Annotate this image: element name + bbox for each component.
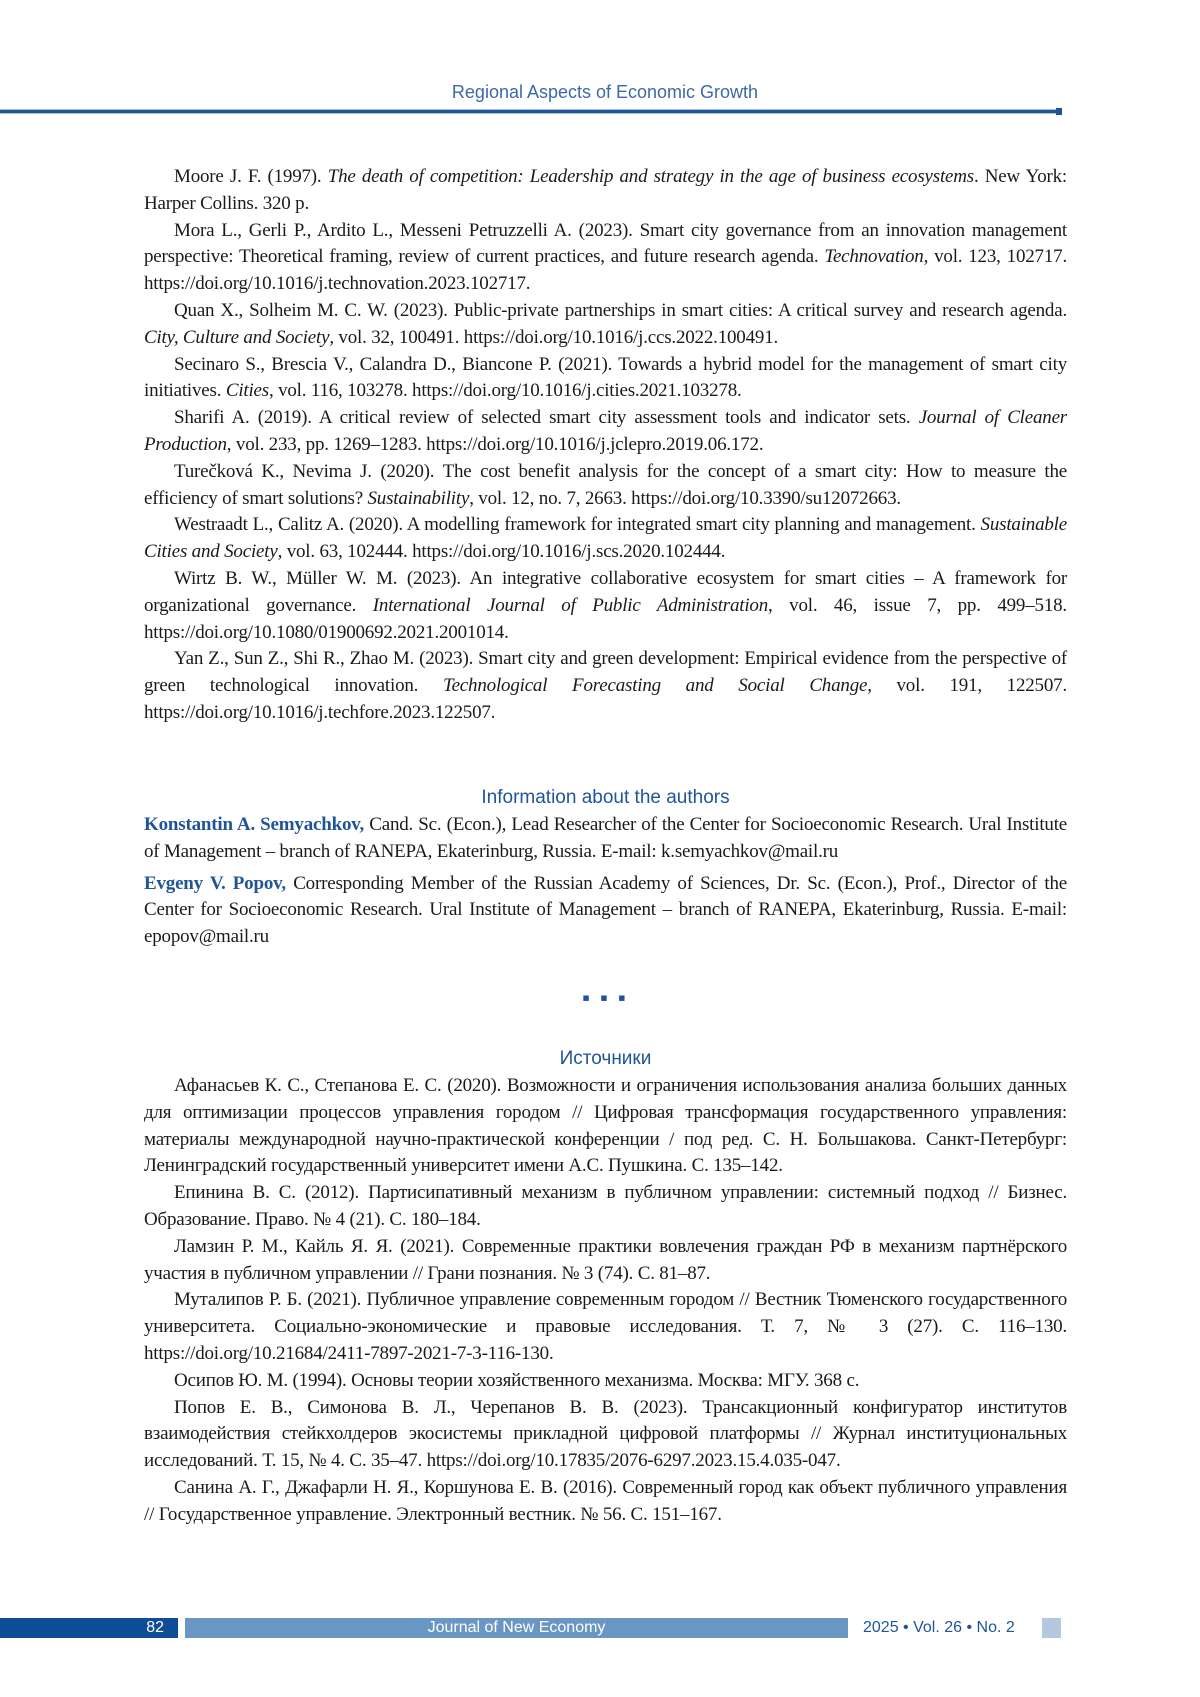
reference-entry	[144, 352, 1067, 406]
reference-text: Westraadt L., Calitz A. (2020). A modelling framework for integrated smart city planning and management.	[174, 514, 981, 535]
reference-text: , vol. 12, no. 7, 2663. https://doi.org/10.3390/su12072663.	[469, 488, 901, 509]
reference-entry	[144, 646, 1067, 726]
reference-entry	[144, 512, 1067, 566]
reference-entry	[144, 1234, 1067, 1288]
reference-source-title: Technovation	[824, 246, 923, 267]
footer-page-number: 82	[0, 1618, 178, 1638]
reference-text: Попов Е. В., Симонова В. Л., Черепанов В. В. (2023). Трансакционный конфигуратор институтов взаимодействия стейкхолдеров экосистемы прикладной цифровой платформы // Журнал институциональных исследований. Т. 15, № 4. С. 35–47. https://doi.org/10.17835/2076-6297.2023.15.4.035-047.	[144, 1397, 1067, 1472]
reference-entry	[144, 566, 1067, 646]
reference-entry	[144, 459, 1067, 513]
reference-entry	[144, 1368, 1067, 1395]
reference-entry	[144, 298, 1067, 352]
reference-entry	[144, 164, 1067, 218]
reference-text: Ламзин Р. М., Кайль Я. Я. (2021). Современные практики вовлечения граждан РФ в механизм партнёрского участия в публичном управлении // Грани познания. № 3 (74). С. 81–87.	[144, 1236, 1067, 1284]
reference-text: , vol. 191, 122507. https://doi.org/10.1016/j.techfore.2023.122507.	[144, 675, 1067, 723]
reference-text: Санина А. Г., Джафарли Н. Я., Коршунова Е. В. (2016). Современный город как объект публичного управления // Государственное управление. Электронный вестник. № 56. С. 151–167.	[144, 1477, 1067, 1525]
author-bio: Corresponding Member of the Russian Academy of Sciences, Dr. Sc. (Econ.), Prof., Director of the Center for Socioeconomic Research. Ural Institute of Management – branch of RANEPA, Ekaterinburg, Russia. E-mail: epopov@mail.ru	[144, 873, 1067, 948]
reference-text: Mora L., Gerli P., Ardito L., Messeni Petruzzelli A. (2023). Smart city governance from an innovation management perspective: Theoretical framing, review of current practices, and future research agenda.	[144, 220, 1067, 268]
header-rule	[0, 110, 1058, 113]
reference-text: Афанасьев К. С., Степанова Е. С. (2020). Возможности и ограничения использования анализа больших данных для оптимизации процессов управления городом // Цифровая трансформация государственного управления: материалы международной научно-практической конференции / под ред. С. Н. Большакова. Санкт-Петербург: Ленинградский государственный университет имени А.С. Пушкина. С. 135–142.	[144, 1075, 1067, 1176]
author-entry	[144, 812, 1067, 866]
sources-heading: Источники	[144, 1048, 1067, 1070]
authors-list	[144, 812, 1067, 956]
reference-text: Муталипов Р. Б. (2021). Публичное управление современным городом // Вестник Тюменского государственного университета. Социально-экономические и правовые исследования. Т. 7, № 3 (27). С. 116–130. https://doi.org/10.21684/2411-7897-2021-7-3-116-130.	[144, 1289, 1067, 1364]
footer-square	[1042, 1618, 1061, 1638]
author-name: Konstantin A. Semyachkov,	[144, 814, 364, 835]
reference-entry	[144, 1287, 1067, 1367]
reference-source-title: International Journal of Public Administration	[373, 595, 768, 616]
reference-text: Wirtz B. W., Müller W. M. (2023). An integrative collaborative ecosystem for smart cities – A framework for organizational governance.	[144, 568, 1067, 616]
reference-text: . New York: Harper Collins. 320 p.	[144, 166, 1067, 214]
references-ru	[144, 1073, 1067, 1529]
reference-text: Moore J. F. (1997).	[174, 166, 328, 187]
reference-text: Quan X., Solheim M. C. W. (2023). Public-private partnerships in smart cities: A critical survey and research agenda.	[174, 300, 1067, 321]
header-rule-cap	[1056, 108, 1062, 115]
reference-source-title: Sustainable Cities and Society	[144, 514, 1067, 562]
reference-text: , vol. 32, 100491. https://doi.org/10.1016/j.ccs.2022.100491.	[329, 327, 778, 348]
reference-text: Sharifi A. (2019). A critical review of selected smart city assessment tools and indicator sets.	[174, 407, 919, 428]
reference-source-title: Sustainability	[368, 488, 470, 509]
reference-entry	[144, 1073, 1067, 1180]
reference-text: , vol. 46, issue 7, pp. 499–518. https://doi.org/10.1080/01900692.2021.2001014.	[144, 595, 1067, 643]
reference-entry	[144, 1395, 1067, 1475]
author-name: Evgeny V. Popov,	[144, 873, 286, 894]
authors-heading: Information about the authors	[144, 787, 1067, 809]
running-header-title: Regional Aspects of Economic Growth	[0, 82, 1200, 103]
reference-text: , vol. 116, 103278. https://doi.org/10.1016/j.cities.2021.103278.	[269, 380, 742, 401]
reference-source-title: The death of competition: Leadership and strategy in the age of business ecosystems	[328, 166, 974, 187]
references-en	[144, 164, 1067, 727]
section-separator: ▪ ▪ ▪	[0, 985, 1200, 1011]
reference-text: , vol. 63, 102444. https://doi.org/10.1016/j.scs.2020.102444.	[278, 541, 726, 562]
reference-source-title: Technological Forecasting and Social Change	[443, 675, 867, 696]
reference-text: Осипов Ю. М. (1994). Основы теории хозяйственного механизма. Москва: МГУ. 368 с.	[174, 1370, 859, 1391]
reference-text: Secinaro S., Brescia V., Calandra D., Biancone P. (2021). Towards a hybrid model for the management of smart city initiatives.	[144, 354, 1067, 402]
reference-text: , vol. 123, 102717. https://doi.org/10.1016/j.technovation.2023.102717.	[144, 246, 1067, 294]
reference-source-title: Cities	[226, 380, 269, 401]
reference-entry	[144, 405, 1067, 459]
reference-text: Turečková K., Nevima J. (2020). The cost benefit analysis for the concept of a smart city: How to measure the efficiency of smart solutions?	[144, 461, 1067, 509]
reference-entry	[144, 1180, 1067, 1234]
footer-journal-name: Journal of New Economy	[185, 1618, 848, 1638]
reference-text: Yan Z., Sun Z., Shi R., Zhao M. (2023). Smart city and green development: Empirical evidence from the perspective of green technological innovation.	[144, 648, 1067, 696]
author-entry	[144, 871, 1067, 951]
reference-text: Епинина В. С. (2012). Партисипативный механизм в публичном управлении: системный подход // Бизнес. Образование. Право. № 4 (21). С. 180–184.	[144, 1182, 1067, 1230]
reference-source-title: Journal of Cleaner Production	[144, 407, 1067, 455]
footer-issue: 2025 • Vol. 26 • No. 2	[863, 1618, 1035, 1638]
reference-text: , vol. 233, pp. 1269–1283. https://doi.org/10.1016/j.jclepro.2019.06.172.	[227, 434, 764, 455]
reference-entry	[144, 218, 1067, 298]
author-bio: Cand. Sc. (Econ.), Lead Researcher of the Center for Socioeconomic Research. Ural Institute of Management – branch of RANEPA, Ekaterinburg, Russia. E-mail: k.semyachkov@mail.ru	[144, 814, 1067, 862]
reference-source-title: City, Culture and Society	[144, 327, 329, 348]
reference-entry	[144, 1475, 1067, 1529]
